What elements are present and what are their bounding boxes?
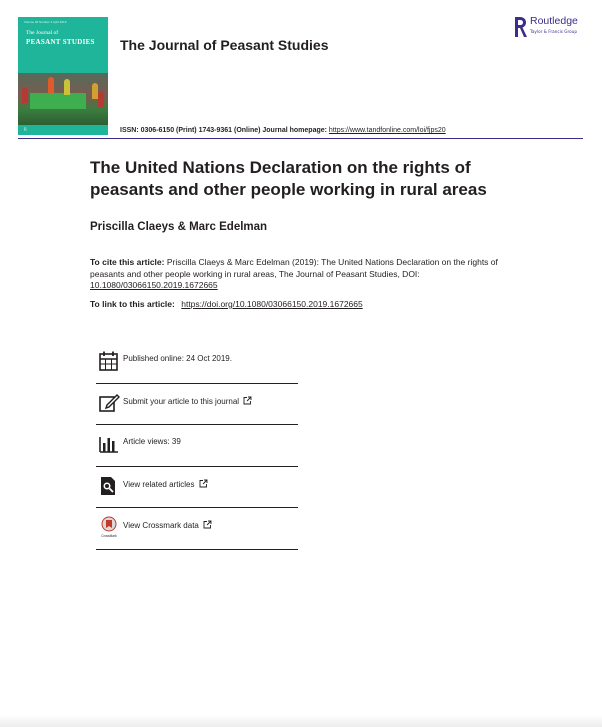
crossmark-text[interactable]: View Crossmark data — [123, 521, 199, 530]
article-views-row — [96, 425, 298, 467]
calendar-icon — [98, 350, 120, 372]
article-link-block — [90, 299, 363, 309]
external-link-icon — [199, 479, 208, 488]
article-doi-link[interactable]: https://doi.org/10.1080/03066150.2019.1672665 — [181, 299, 363, 309]
journal-homepage-link[interactable]: https://www.tandfonline.com/loi/fjps20 — [328, 127, 446, 134]
crossmark-icon — [98, 516, 120, 538]
page-bottom-shade — [0, 715, 602, 727]
article-authors: Priscilla Claeys & Marc Edelman — [90, 221, 268, 233]
link-label: To link to this article: — [90, 299, 175, 309]
publisher-name: Routledge — [530, 15, 578, 27]
crossmark-icon-text: CrossMark — [101, 534, 117, 538]
submit-article-label[interactable] — [123, 396, 252, 406]
cover-title-line2: PEASANT STUDIES — [26, 38, 95, 46]
issn-line — [120, 127, 446, 134]
published-online-label: Published online: 24 Oct 2019. — [123, 354, 232, 363]
citation-doi-link[interactable]: 10.1080/03066150.2019.1672665 — [90, 280, 218, 290]
cover-publisher-logo: R — [24, 127, 27, 132]
cover-title-line1: The Journal of — [26, 30, 59, 36]
external-link-icon — [203, 520, 212, 529]
search-document-icon — [98, 475, 120, 497]
bar-chart-icon — [98, 433, 120, 455]
journal-title[interactable]: The Journal of Peasant Studies — [120, 37, 329, 53]
cover-photo — [18, 73, 108, 125]
article-title: The United Nations Declaration on the rights of peasants and other people working in rural areas — [90, 158, 487, 199]
submit-article-text[interactable]: Submit your article to this journal — [123, 396, 240, 406]
publisher-subtitle: Taylor & Francis Group — [530, 29, 578, 34]
header-divider — [18, 138, 583, 139]
edit-icon — [98, 392, 120, 414]
related-articles-text[interactable]: View related articles — [123, 479, 195, 489]
cover-issue-text: Volume 46 Number 3 April 2019 — [24, 20, 67, 24]
citation-text: Priscilla Claeys & Marc Edelman (2019): The United Nations Declaration on the rights of peasants and other people working in rural areas, The Journal of Peasant Studies, DOI: — [90, 257, 498, 279]
article-info-list — [96, 342, 298, 550]
publisher-logo — [513, 16, 583, 38]
related-articles-row[interactable] — [96, 467, 298, 509]
crossmark-label[interactable] — [123, 520, 212, 530]
article-views-label: Article views: 39 — [123, 437, 181, 446]
crossmark-row[interactable] — [96, 508, 298, 550]
journal-cover-image — [18, 17, 108, 135]
citation-block — [90, 257, 522, 292]
submit-article-row[interactable] — [96, 384, 298, 426]
external-link-icon — [243, 396, 252, 405]
related-articles-label[interactable] — [123, 479, 208, 489]
published-online-row — [96, 342, 298, 384]
routledge-logo-icon — [513, 16, 527, 38]
citation-label: To cite this article: — [90, 257, 165, 267]
issn-text: ISSN: 0306-6150 (Print) 1743-9361 (Online) Journal homepage: — [120, 127, 327, 134]
